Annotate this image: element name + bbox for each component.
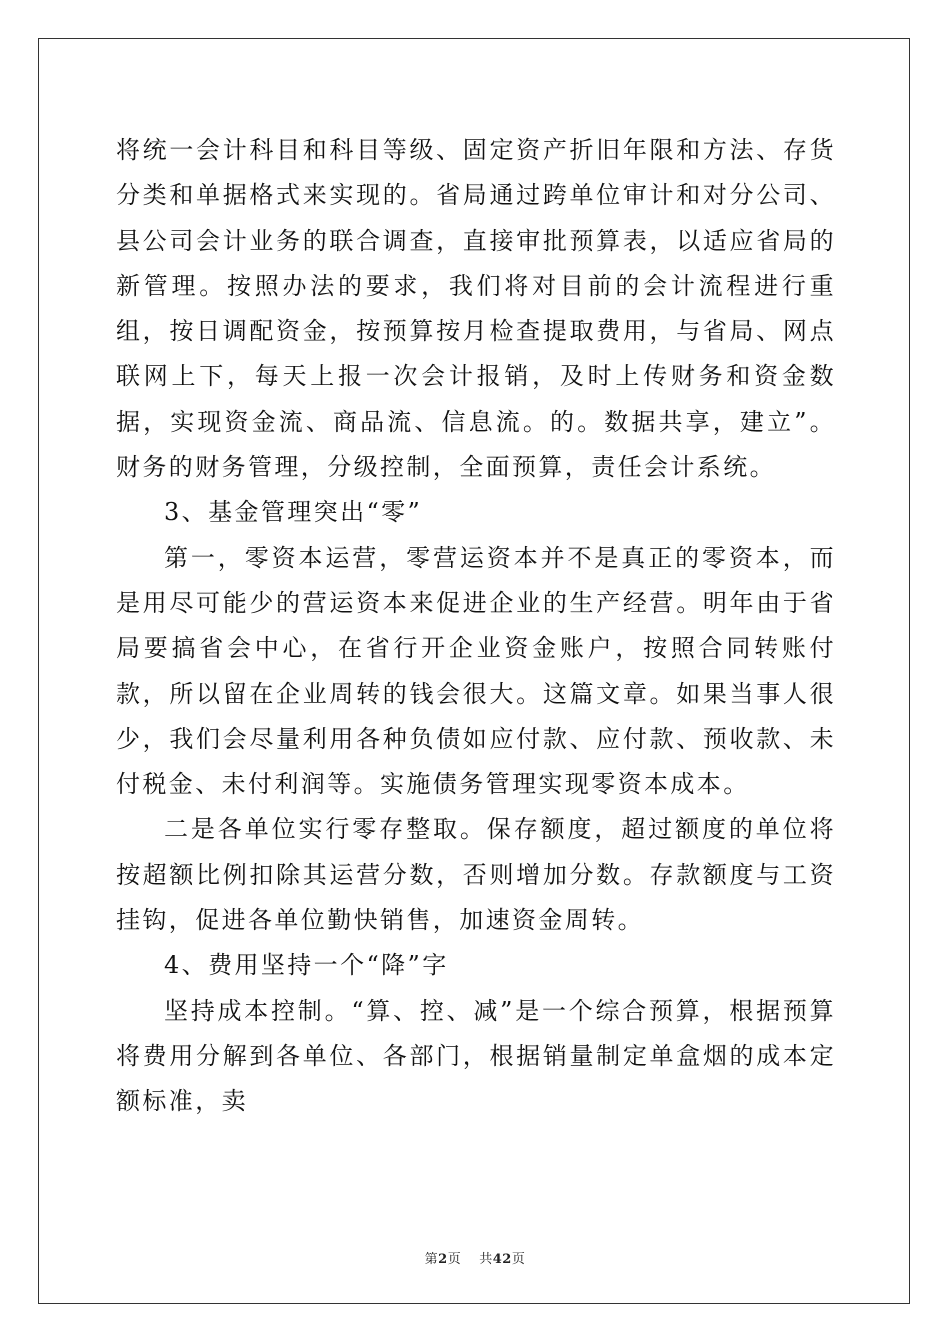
current-page-number: 2 <box>438 1252 448 1267</box>
paragraph-3: 二是各单位实行零存整取。保存额度，超过额度的单位将按超额比例扣除其运营分数，否则增加分数。存款额度与工资挂钩，促进各单位勤快销售，加速资金周转。 <box>116 815 836 935</box>
paragraph-1: 将统一会计科目和科目等级、固定资产折旧年限和方法、存货分类和单据格式来实现的。省局通过跨单位审计和对分公司、县公司会计业务的联合调查，直接审批预算表，以适应省局的新管理。按照办法的要求，我们将对目前的会计流程进行重组，按日调配资金，按预算按月检查提取费用，与省局、网点联网上下，每天上报一次会计报销，及时上传财务和资金数据，实现资金流、商品流、信息流。的。数据共享，建立”。财务的财务管理，分级控制，全面预算，责任会计系统。 <box>116 136 836 482</box>
section-heading-4: 4、费用坚持一个“降”字 <box>164 951 449 980</box>
paragraph-4: 坚持成本控制。“算、控、减”是一个综合预算，根据预算将费用分解到各单位、各部门，根据销量制定单盒烟的成本定额标准，卖 <box>116 996 836 1116</box>
section-heading-3: 3、基金管理突出“零” <box>164 498 423 527</box>
paragraph-2: 第一，零资本运营，零营运资本并不是真正的零资本，而是用尽可能少的营运资本来促进企业的生产经营。明年由于省局要搞省会中心，在省行开企业资金账户，按照合同转账付款，所以留在企业周转的钱会很大。这篇文章。如果当事人很少，我们会尽量利用各种负债如应付款、应付款、预收款、未付税金、未付利润等。实施债务管理实现零资本成本。 <box>116 543 836 799</box>
footer-prefix: 第 <box>424 1252 439 1267</box>
footer-page-suffix: 页 <box>447 1252 462 1267</box>
document-body <box>116 128 836 1125</box>
footer-total-prefix: 共 <box>479 1252 493 1267</box>
footer-total-suffix: 页 <box>511 1252 526 1267</box>
total-pages-number: 42 <box>492 1252 512 1267</box>
page-footer <box>0 1248 950 1267</box>
